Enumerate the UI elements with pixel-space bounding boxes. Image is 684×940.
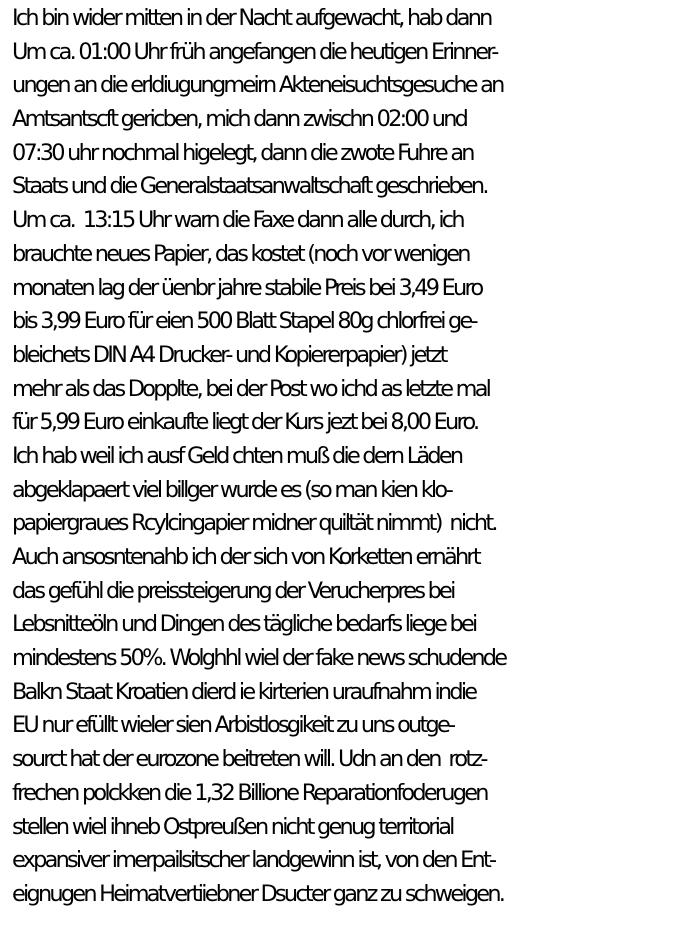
text-line: frechen polckken die 1,32 Billione Reparationfoderugen: [12, 779, 487, 806]
text-line: expansiver imerpailsitscher landgewinn ist, von den Ent-: [12, 847, 495, 874]
text-line: Um ca. 01:00 Uhr früh angefangen die heutigen Erinner-: [12, 38, 497, 65]
text-line: sourct hat der eurozone beitreten will. Udn an den rotz-: [12, 746, 486, 773]
text-line: bleichets DIN A4 Drucker- und Kopiererpapier) jetzt: [12, 341, 446, 368]
text-line: Staats und die Generalstaatsanwaltschaft geschrieben.: [12, 173, 487, 200]
text-line: Ich hab weil ich ausf Geld chten muß die dern Läden: [12, 442, 462, 469]
text-line: bis 3,99 Euro für eien 500 Blatt Stapel 80g chlorfrei ge-: [12, 308, 476, 335]
text-line: ungen an die erldiugungmeirn Akteneisuchtsgesuche an: [12, 72, 503, 99]
text-line: monaten lag der üenbr jahre stabile Preis bei 3,49 Euro: [12, 274, 482, 301]
text-line: brauchte neues Papier, das kostet (noch vor wenigen: [12, 240, 469, 267]
text-line: papiergraues Rcylcingapier midner quiltät nimmt) nicht.: [12, 510, 496, 537]
text-line: eignugen Heimatvertiiebner Dsucter ganz zu schweigen.: [12, 880, 504, 907]
text-line: Ich bin wider mitten in der Nacht aufgewacht, hab dann: [12, 5, 491, 31]
text-line: Balkn Staat Kroatien dierd ie kirterien uraufnahm indie: [12, 678, 476, 705]
text-line: EU nur efüllt wieler sien Arbistlosgikeit zu uns outge-: [12, 712, 454, 739]
text-line: mehr als das Dopplte, bei der Post wo ichd as letzte mal: [12, 375, 490, 402]
text-line: mindestens 50%. Wolghhl wiel der fake news schudende: [12, 645, 506, 672]
text-line: abgeklapaert viel billger wurde es (so man kien klo-: [12, 476, 452, 503]
text-line: stellen wiel ihneb Ostpreußen nicht genug territorial: [12, 813, 453, 840]
text-line: 07:30 uhr nochmal higelegt, dann die zwote Fuhre an: [12, 139, 473, 166]
text-line: für 5,99 Euro einkaufte liegt der Kurs jezt bei 8,00 Euro.: [12, 409, 478, 436]
text-line: Lebsnitteöln und Dingen des tägliche bedarfs liege bei: [12, 611, 476, 638]
text-line: Um ca. 13:15 Uhr warn die Faxe dann alle durch, ich: [12, 207, 463, 234]
text-line: Amtsantscft gericben, mich dann zwischn 02:00 und: [12, 106, 467, 133]
body-text: [12, 2, 684, 912]
text-line: Auch ansosntenahb ich der sich von Korketten ernährt: [12, 544, 479, 570]
text-line: das gefühl die preissteigerung der Verucherpres bei: [12, 577, 454, 604]
